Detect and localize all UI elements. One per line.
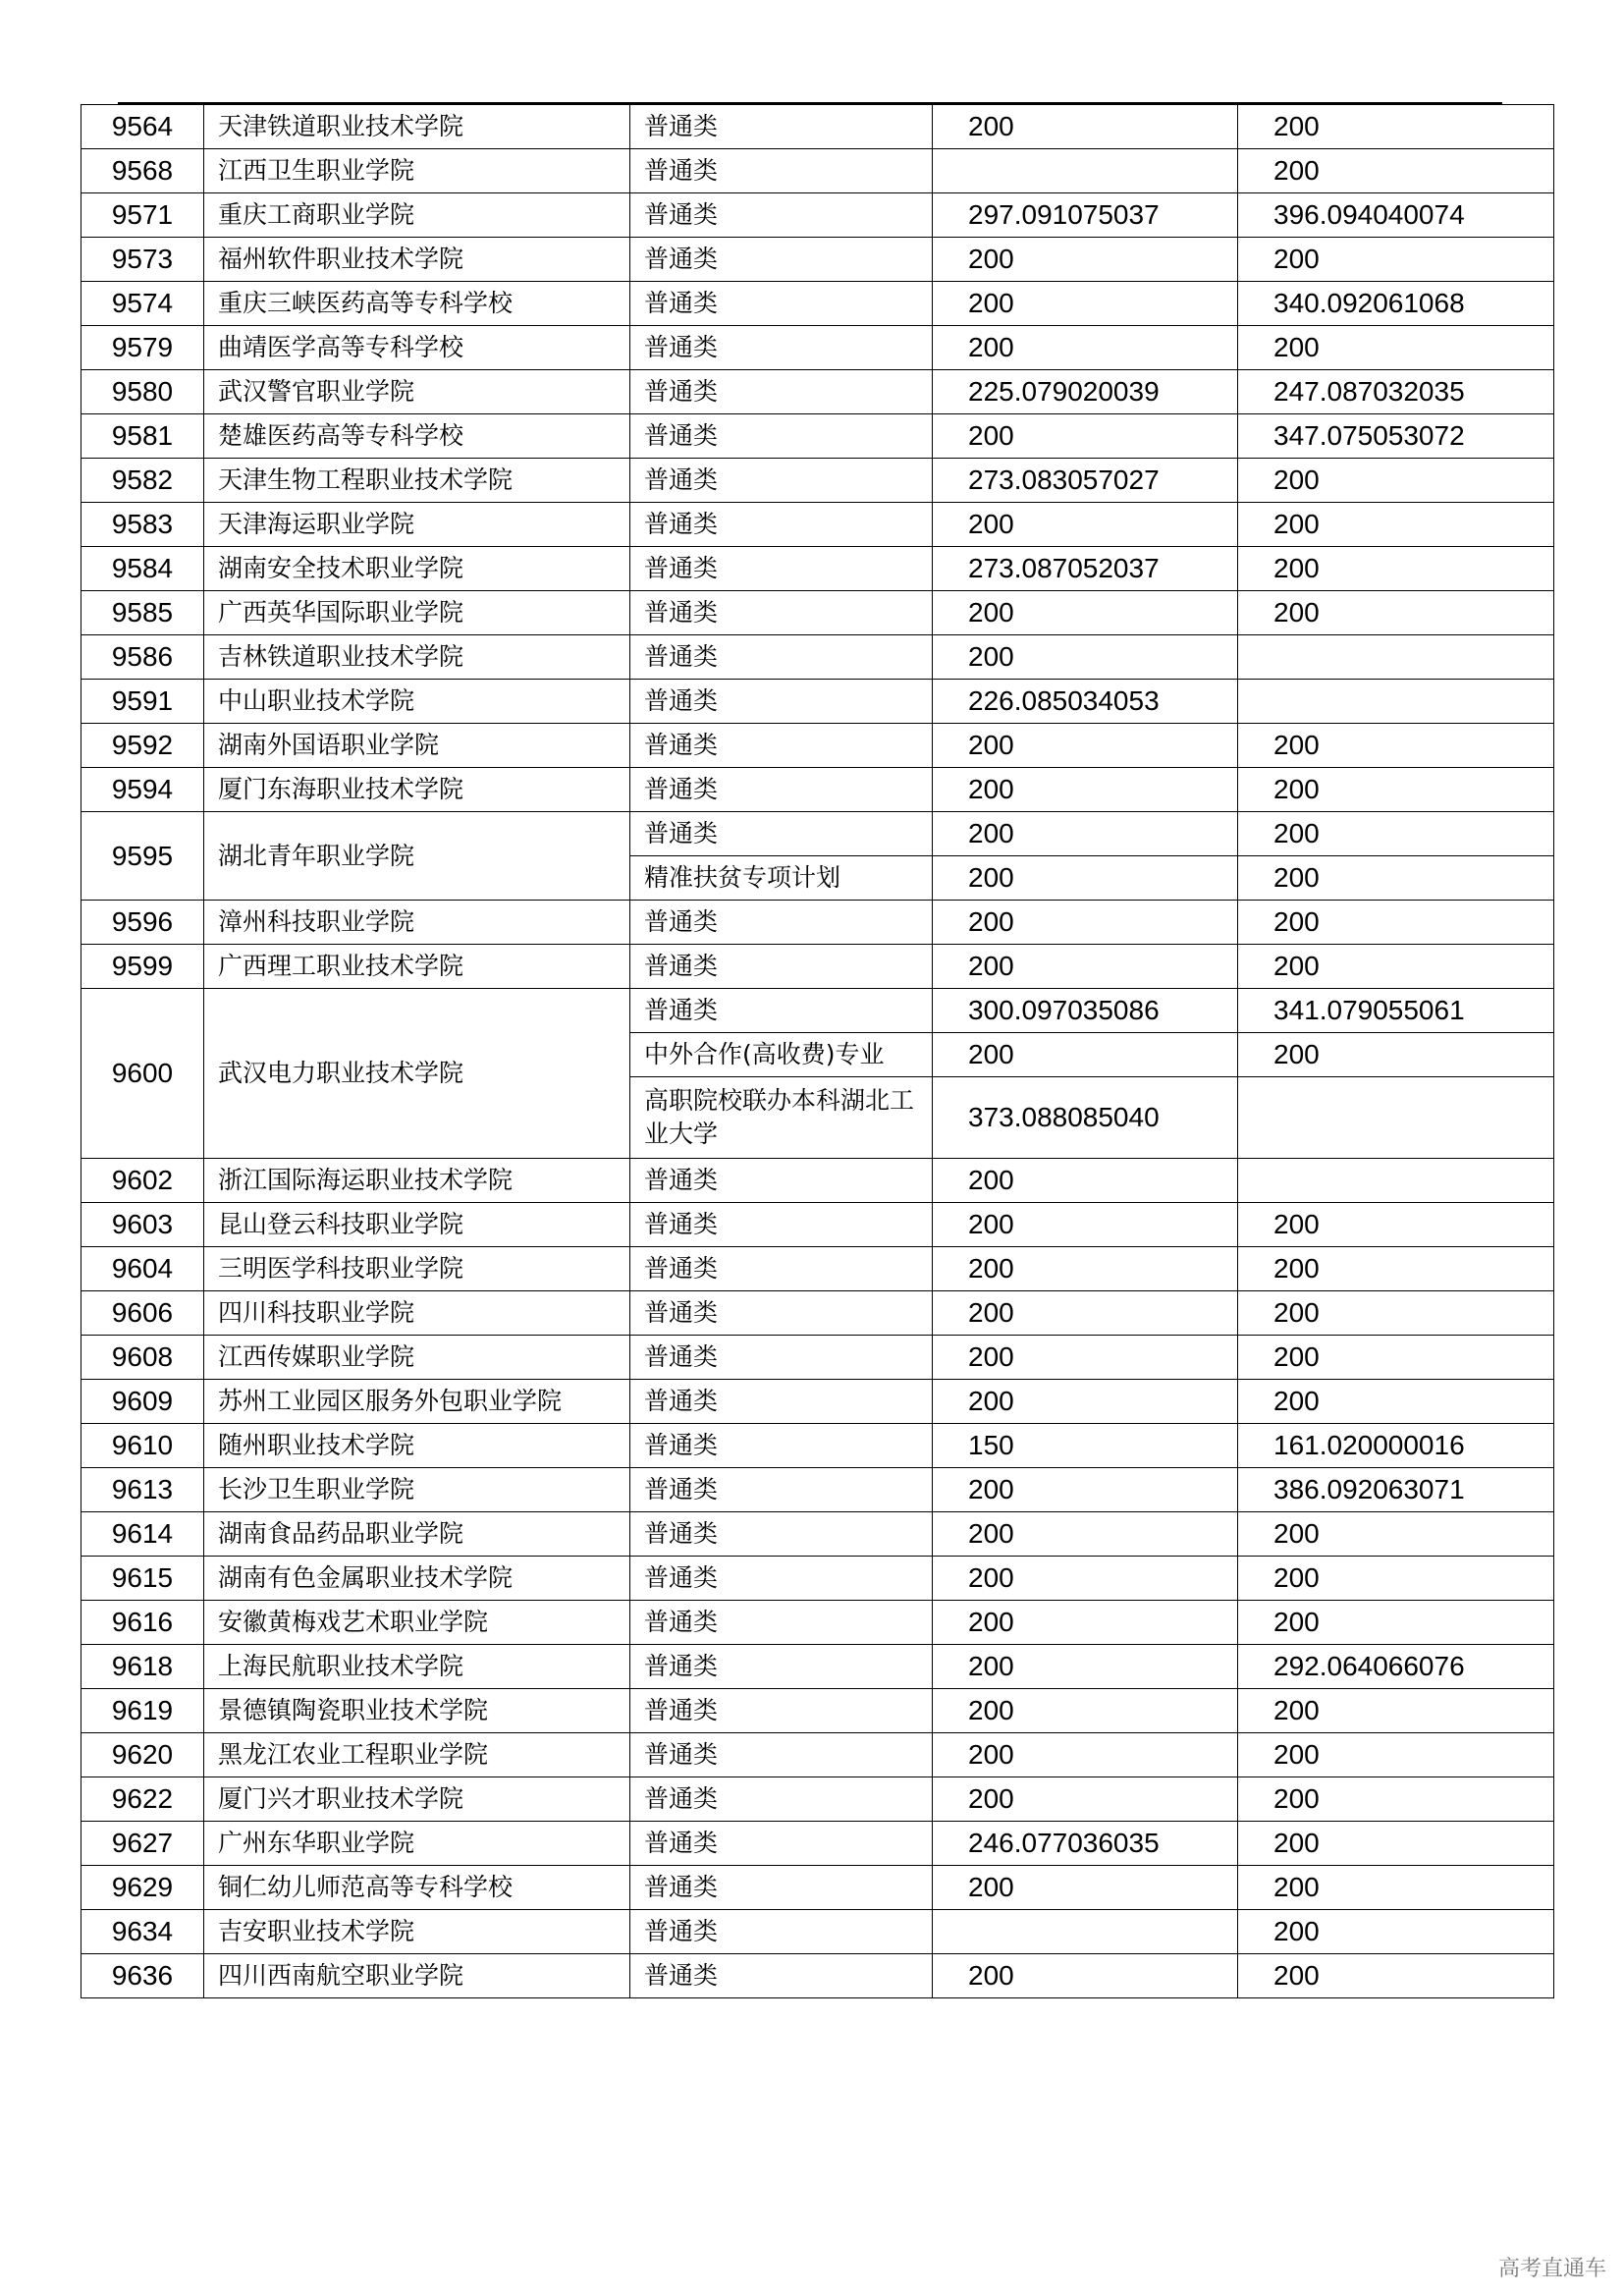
score-a: 200	[933, 768, 1238, 812]
table-row	[81, 238, 1554, 282]
school-code: 9584	[81, 547, 204, 591]
enrollment-type: 普通类	[630, 238, 933, 282]
score-a: 200	[933, 1733, 1238, 1777]
enrollment-type: 普通类	[630, 1468, 933, 1512]
table-row	[81, 1910, 1554, 1954]
score-b: 200	[1238, 856, 1554, 901]
school-name: 漳州科技职业学院	[204, 901, 630, 945]
school-name: 四川科技职业学院	[204, 1291, 630, 1336]
score-a: 200	[933, 635, 1238, 680]
school-name: 厦门东海职业技术学院	[204, 768, 630, 812]
school-name: 武汉电力职业技术学院	[204, 989, 630, 1159]
table-row	[81, 1159, 1554, 1203]
score-a: 200	[933, 1689, 1238, 1733]
score-a: 200	[933, 1954, 1238, 1998]
school-code: 9596	[81, 901, 204, 945]
school-name: 湖南外国语职业学院	[204, 724, 630, 768]
enrollment-type: 普通类	[630, 1777, 933, 1822]
score-a: 200	[933, 503, 1238, 547]
enrollment-type: 精准扶贫专项计划	[630, 856, 933, 901]
score-b: 200	[1238, 1777, 1554, 1822]
school-code: 9620	[81, 1733, 204, 1777]
school-name: 湖南有色金属职业技术学院	[204, 1557, 630, 1601]
table-row	[81, 1247, 1554, 1291]
score-a: 200	[933, 238, 1238, 282]
score-b: 200	[1238, 1033, 1554, 1077]
score-a: 200	[933, 945, 1238, 989]
school-code: 9586	[81, 635, 204, 680]
score-b: 386.092063071	[1238, 1468, 1554, 1512]
score-b	[1238, 635, 1554, 680]
school-code: 9619	[81, 1689, 204, 1733]
table-row	[81, 503, 1554, 547]
score-b: 200	[1238, 945, 1554, 989]
enrollment-type: 普通类	[630, 193, 933, 238]
school-code: 9599	[81, 945, 204, 989]
table-row	[81, 1822, 1554, 1866]
score-b: 200	[1238, 1954, 1554, 1998]
table-row	[81, 193, 1554, 238]
score-a	[933, 149, 1238, 193]
table-row	[81, 547, 1554, 591]
score-a: 200	[933, 326, 1238, 370]
score-b: 200	[1238, 149, 1554, 193]
enrollment-type: 普通类	[630, 459, 933, 503]
table-row	[81, 1512, 1554, 1557]
enrollment-type: 普通类	[630, 326, 933, 370]
score-b: 200	[1238, 1512, 1554, 1557]
table-row	[81, 1336, 1554, 1380]
score-a: 200	[933, 1203, 1238, 1247]
school-name: 江西卫生职业学院	[204, 149, 630, 193]
enrollment-type: 普通类	[630, 635, 933, 680]
table-row	[81, 680, 1554, 724]
school-name: 厦门兴才职业技术学院	[204, 1777, 630, 1822]
score-a: 226.085034053	[933, 680, 1238, 724]
school-code: 9616	[81, 1601, 204, 1645]
score-b: 200	[1238, 1336, 1554, 1380]
enrollment-type: 普通类	[630, 1336, 933, 1380]
table-row	[81, 370, 1554, 414]
enrollment-type: 普通类	[630, 282, 933, 326]
school-code: 9613	[81, 1468, 204, 1512]
school-code: 9603	[81, 1203, 204, 1247]
score-b: 200	[1238, 1380, 1554, 1424]
score-a: 200	[933, 1777, 1238, 1822]
score-b: 200	[1238, 812, 1554, 856]
table-row	[81, 1645, 1554, 1689]
score-a: 200	[933, 1033, 1238, 1077]
school-code: 9615	[81, 1557, 204, 1601]
table-row	[81, 1689, 1554, 1733]
table-row	[81, 591, 1554, 635]
school-name: 上海民航职业技术学院	[204, 1645, 630, 1689]
school-code: 9592	[81, 724, 204, 768]
score-b: 200	[1238, 238, 1554, 282]
enrollment-type: 普通类	[630, 591, 933, 635]
school-code: 9609	[81, 1380, 204, 1424]
table-row	[81, 635, 1554, 680]
table-row	[81, 1954, 1554, 1998]
school-name: 重庆三峡医药高等专科学校	[204, 282, 630, 326]
score-b	[1238, 1077, 1554, 1159]
school-name: 广西理工职业技术学院	[204, 945, 630, 989]
school-code: 9604	[81, 1247, 204, 1291]
table-row	[81, 812, 1554, 856]
score-a: 200	[933, 812, 1238, 856]
table-row	[81, 1733, 1554, 1777]
enrollment-type: 普通类	[630, 1866, 933, 1910]
table-row	[81, 1866, 1554, 1910]
score-a: 200	[933, 856, 1238, 901]
score-b	[1238, 1159, 1554, 1203]
enrollment-type: 普通类	[630, 1380, 933, 1424]
score-a: 373.088085040	[933, 1077, 1238, 1159]
enrollment-type: 普通类	[630, 149, 933, 193]
school-code: 9600	[81, 989, 204, 1159]
school-name: 湖南食品药品职业学院	[204, 1512, 630, 1557]
enrollment-type: 普通类	[630, 1822, 933, 1866]
table-row	[81, 901, 1554, 945]
school-code: 9618	[81, 1645, 204, 1689]
score-a: 200	[933, 1512, 1238, 1557]
school-name: 天津海运职业学院	[204, 503, 630, 547]
enrollment-type: 普通类	[630, 945, 933, 989]
enrollment-type: 普通类	[630, 503, 933, 547]
school-name: 曲靖医学高等专科学校	[204, 326, 630, 370]
score-a: 273.083057027	[933, 459, 1238, 503]
enrollment-type: 普通类	[630, 1954, 933, 1998]
school-code: 9579	[81, 326, 204, 370]
school-name: 景德镇陶瓷职业技术学院	[204, 1689, 630, 1733]
school-name: 湖南安全技术职业学院	[204, 547, 630, 591]
enrollment-type: 普通类	[630, 414, 933, 459]
score-b: 200	[1238, 547, 1554, 591]
score-b: 247.087032035	[1238, 370, 1554, 414]
school-code: 9580	[81, 370, 204, 414]
school-name: 广州东华职业学院	[204, 1822, 630, 1866]
enrollment-type: 普通类	[630, 105, 933, 149]
school-code: 9606	[81, 1291, 204, 1336]
table-row	[81, 1601, 1554, 1645]
score-b: 200	[1238, 591, 1554, 635]
score-a: 273.087052037	[933, 547, 1238, 591]
score-a: 200	[933, 414, 1238, 459]
school-name: 长沙卫生职业学院	[204, 1468, 630, 1512]
score-b: 200	[1238, 1291, 1554, 1336]
table-row	[81, 1203, 1554, 1247]
school-code: 9582	[81, 459, 204, 503]
school-code: 9629	[81, 1866, 204, 1910]
score-b: 200	[1238, 1557, 1554, 1601]
school-name: 吉安职业技术学院	[204, 1910, 630, 1954]
school-name: 苏州工业园区服务外包职业学院	[204, 1380, 630, 1424]
score-a: 200	[933, 282, 1238, 326]
school-name: 重庆工商职业学院	[204, 193, 630, 238]
school-name: 天津铁道职业技术学院	[204, 105, 630, 149]
score-a: 200	[933, 1380, 1238, 1424]
enrollment-type: 中外合作(高收费)专业	[630, 1033, 933, 1077]
school-name: 天津生物工程职业技术学院	[204, 459, 630, 503]
score-a: 246.077036035	[933, 1822, 1238, 1866]
school-name: 中山职业技术学院	[204, 680, 630, 724]
enrollment-type: 普通类	[630, 1247, 933, 1291]
score-b: 347.075053072	[1238, 414, 1554, 459]
enrollment-type: 普通类	[630, 812, 933, 856]
enrollment-type: 普通类	[630, 1203, 933, 1247]
school-name: 江西传媒职业学院	[204, 1336, 630, 1380]
school-name: 武汉警官职业学院	[204, 370, 630, 414]
score-a: 200	[933, 105, 1238, 149]
score-b: 200	[1238, 1733, 1554, 1777]
school-name: 浙江国际海运职业技术学院	[204, 1159, 630, 1203]
table-row	[81, 1557, 1554, 1601]
score-a: 297.091075037	[933, 193, 1238, 238]
school-code: 9602	[81, 1159, 204, 1203]
table-row	[81, 724, 1554, 768]
score-a: 200	[933, 1601, 1238, 1645]
school-code: 9564	[81, 105, 204, 149]
school-code: 9583	[81, 503, 204, 547]
enrollment-type: 普通类	[630, 680, 933, 724]
score-a: 200	[933, 1291, 1238, 1336]
school-code: 9573	[81, 238, 204, 282]
score-a: 200	[933, 901, 1238, 945]
score-b: 200	[1238, 1689, 1554, 1733]
table-row	[81, 1468, 1554, 1512]
school-name: 黑龙江农业工程职业学院	[204, 1733, 630, 1777]
score-a: 200	[933, 1336, 1238, 1380]
table-row	[81, 326, 1554, 370]
score-b: 200	[1238, 1910, 1554, 1954]
school-name: 四川西南航空职业学院	[204, 1954, 630, 1998]
table-row	[81, 945, 1554, 989]
table-row	[81, 1424, 1554, 1468]
enrollment-type: 普通类	[630, 901, 933, 945]
enrollment-type: 普通类	[630, 1557, 933, 1601]
score-b: 200	[1238, 1822, 1554, 1866]
score-a: 200	[933, 1247, 1238, 1291]
table-row	[81, 105, 1554, 149]
score-b: 161.020000016	[1238, 1424, 1554, 1468]
enrollment-type: 普通类	[630, 370, 933, 414]
score-b: 200	[1238, 768, 1554, 812]
school-code: 9568	[81, 149, 204, 193]
score-a: 300.097035086	[933, 989, 1238, 1033]
school-name: 楚雄医药高等专科学校	[204, 414, 630, 459]
school-code: 9595	[81, 812, 204, 901]
enrollment-type: 普通类	[630, 768, 933, 812]
enrollment-type: 普通类	[630, 724, 933, 768]
enrollment-type: 普通类	[630, 1910, 933, 1954]
school-code: 9627	[81, 1822, 204, 1866]
score-b: 200	[1238, 503, 1554, 547]
enrollment-type: 普通类	[630, 1733, 933, 1777]
enrollment-type: 普通类	[630, 1291, 933, 1336]
score-b: 200	[1238, 724, 1554, 768]
school-code: 9614	[81, 1512, 204, 1557]
table-row	[81, 1291, 1554, 1336]
score-a: 200	[933, 724, 1238, 768]
school-code: 9634	[81, 1910, 204, 1954]
school-code: 9636	[81, 1954, 204, 1998]
score-b: 200	[1238, 901, 1554, 945]
score-b: 200	[1238, 1203, 1554, 1247]
score-a: 200	[933, 1468, 1238, 1512]
school-code: 9581	[81, 414, 204, 459]
table-row	[81, 989, 1554, 1033]
score-a: 200	[933, 591, 1238, 635]
table-row	[81, 1380, 1554, 1424]
enrollment-type: 普通类	[630, 1645, 933, 1689]
score-a: 200	[933, 1159, 1238, 1203]
score-b: 200	[1238, 1601, 1554, 1645]
watermark: 高考直通车	[1497, 2257, 1606, 2281]
score-b: 200	[1238, 1247, 1554, 1291]
table-row	[81, 459, 1554, 503]
enrollment-type: 普通类	[630, 1689, 933, 1733]
enrollment-type: 高职院校联办本科湖北工业大学	[630, 1077, 933, 1159]
school-code: 9591	[81, 680, 204, 724]
score-b: 341.079055061	[1238, 989, 1554, 1033]
school-code: 9622	[81, 1777, 204, 1822]
school-code: 9594	[81, 768, 204, 812]
school-code: 9608	[81, 1336, 204, 1380]
score-b: 200	[1238, 1866, 1554, 1910]
table-row	[81, 1777, 1554, 1822]
school-name: 三明医学科技职业学院	[204, 1247, 630, 1291]
school-code: 9610	[81, 1424, 204, 1468]
school-name: 昆山登云科技职业学院	[204, 1203, 630, 1247]
enrollment-type: 普通类	[630, 1601, 933, 1645]
school-code: 9574	[81, 282, 204, 326]
enrollment-type: 普通类	[630, 1424, 933, 1468]
school-name: 广西英华国际职业学院	[204, 591, 630, 635]
score-b: 396.094040074	[1238, 193, 1554, 238]
enrollment-type: 普通类	[630, 989, 933, 1033]
school-name: 安徽黄梅戏艺术职业学院	[204, 1601, 630, 1645]
table-row	[81, 149, 1554, 193]
score-a: 200	[933, 1645, 1238, 1689]
school-code: 9571	[81, 193, 204, 238]
admission-score-table	[81, 104, 1554, 1998]
school-name: 随州职业技术学院	[204, 1424, 630, 1468]
score-a: 150	[933, 1424, 1238, 1468]
school-name: 湖北青年职业学院	[204, 812, 630, 901]
school-name: 吉林铁道职业技术学院	[204, 635, 630, 680]
table-row	[81, 768, 1554, 812]
score-b: 340.092061068	[1238, 282, 1554, 326]
table-row	[81, 282, 1554, 326]
score-a: 200	[933, 1557, 1238, 1601]
school-code: 9585	[81, 591, 204, 635]
school-name: 福州软件职业技术学院	[204, 238, 630, 282]
score-a: 225.079020039	[933, 370, 1238, 414]
table-row	[81, 414, 1554, 459]
score-b: 200	[1238, 105, 1554, 149]
school-name: 铜仁幼儿师范高等专科学校	[204, 1866, 630, 1910]
enrollment-type: 普通类	[630, 547, 933, 591]
enrollment-type: 普通类	[630, 1512, 933, 1557]
score-a: 200	[933, 1866, 1238, 1910]
score-b	[1238, 680, 1554, 724]
enrollment-type: 普通类	[630, 1159, 933, 1203]
score-b: 292.064066076	[1238, 1645, 1554, 1689]
score-b: 200	[1238, 459, 1554, 503]
score-a	[933, 1910, 1238, 1954]
score-b: 200	[1238, 326, 1554, 370]
